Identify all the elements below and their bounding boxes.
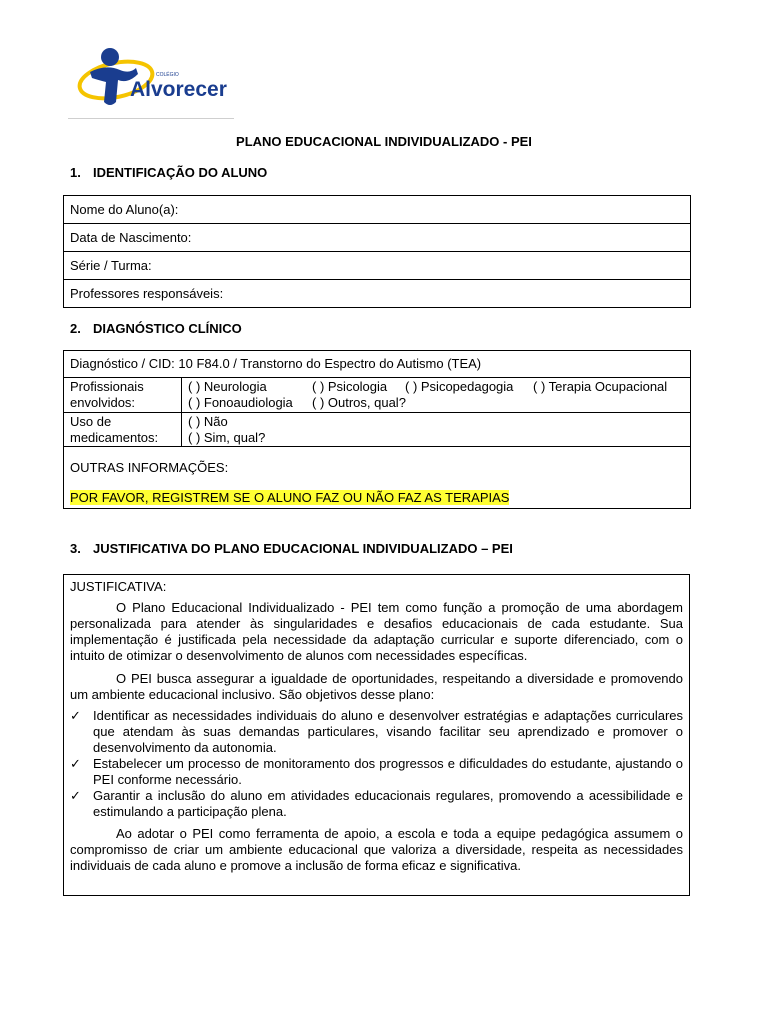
logo-small-text: COLÉGIO [156, 72, 179, 78]
professionals-label-line1: Profissionais [70, 379, 144, 394]
section-3-heading [70, 541, 513, 556]
medication-label-line1: Uso de [70, 413, 112, 429]
logo-emblem-icon [76, 44, 236, 118]
option-nao[interactable]: ( ) Não [188, 413, 228, 429]
justification-label: JUSTIFICATIVA: [70, 579, 167, 594]
option-fonoaudiologia[interactable]: ( ) Fonoaudiologia [188, 395, 293, 410]
justification-paragraph-1: O Plano Educacional Individualizado - PEI tem como função a promoção de uma abordagem personalizada para atender às singularidades e desafios educacionais de cada estudante. Sua implementação é justificada pela necessidade da adaptação curricular e suporte diferenciado, com o intuito de otimizar o desenvolvimento de alunos com necessidades específicas. [70, 600, 683, 663]
medication-label [64, 413, 182, 447]
section-3-number: 3. [70, 541, 81, 556]
clinical-diagnosis-table [63, 350, 691, 509]
objective-text-1: Identificar as necessidades individuais do aluno e desenvolver estratégias e adaptações curriculares que atendam às suas demandas particulares, visando facilitar seu aprendizado e promover o desenvolvimento da autonomia. [93, 708, 683, 755]
other-info-cell[interactable] [64, 447, 691, 509]
highlight-note: POR FAVOR, REGISTREM SE O ALUNO FAZ OU NÃO FAZ AS TERAPIAS [70, 490, 510, 505]
justification-box [63, 574, 690, 896]
section-1-heading [70, 165, 267, 180]
section-2-heading [70, 321, 242, 336]
school-logo [76, 44, 236, 118]
objective-text-2: Estabelecer um processo de monitoramento dos progressos e dificuldades do estudante, ajustando o PEI conforme necessário. [93, 756, 683, 787]
option-psicologia[interactable]: ( ) Psicologia [312, 379, 388, 394]
section-2-number: 2. [70, 321, 81, 336]
logo-name: Alvorecer [130, 78, 227, 101]
option-psicopedagogia[interactable]: ( ) Psicopedagogia [405, 379, 514, 394]
diagnosis-row: Diagnóstico / CID: 10 F84.0 / Transtorno do Espectro do Autismo (TEA) [64, 351, 691, 378]
option-outros[interactable]: ( ) Outros, qual? [312, 395, 406, 410]
objectives-list [70, 708, 683, 820]
section-1-number: 1. [70, 165, 81, 180]
option-sim[interactable]: ( ) Sim, qual? [188, 429, 266, 445]
medication-label-line2: medicamentos: [70, 429, 159, 445]
list-item [70, 788, 683, 820]
field-responsible-teachers[interactable]: Professores responsáveis: [64, 280, 691, 308]
justification-paragraph-3: Ao adotar o PEI como ferramenta de apoio, a escola e toda a equipe pedagógica assumem o compromisso de criar um ambiente educacional que valoriza a diversidade, respeita as necessidades individuais de cada aluno e promove a inclusão de forma eficaz e significativa. [70, 826, 683, 873]
checkmark-icon: ✓ [70, 708, 81, 723]
section-3-title: JUSTIFICATIVA DO PLANO EDUCACIONAL INDIVIDUALIZADO – PEI [93, 541, 513, 556]
option-neurologia[interactable]: ( ) Neurologia [188, 379, 267, 394]
professionals-label-line2: envolvidos: [70, 395, 136, 410]
option-terapia-ocupacional[interactable]: ( ) Terapia Ocupacional [533, 379, 668, 394]
field-birth-date[interactable]: Data de Nascimento: [64, 224, 691, 252]
other-info-label: OUTRAS INFORMAÇÕES: [70, 460, 229, 475]
field-grade-class[interactable]: Série / Turma: [64, 252, 691, 280]
justification-paragraph-2: O PEI busca assegurar a igualdade de oportunidades, respeitando a diversidade e promovendo um ambiente educacional inclusivo. São objetivos desse plano: [70, 671, 683, 702]
objective-text-3: Garantir a inclusão do aluno em atividades educacionais regulares, promovendo a acessibilidade e estimulando a participação plena. [93, 788, 683, 819]
list-item [70, 708, 683, 756]
professionals-label [64, 378, 182, 413]
checkmark-icon: ✓ [70, 756, 81, 771]
list-item [70, 756, 683, 788]
logo-divider [68, 118, 234, 119]
document-title: PLANO EDUCACIONAL INDIVIDUALIZADO - PEI [236, 134, 532, 149]
section-1-title: IDENTIFICAÇÃO DO ALUNO [93, 165, 268, 180]
medication-options [182, 413, 691, 447]
student-identification-table [63, 195, 691, 308]
professionals-options [182, 378, 691, 413]
field-student-name[interactable]: Nome do Aluno(a): [64, 196, 691, 224]
checkmark-icon: ✓ [70, 788, 81, 803]
section-2-title: DIAGNÓSTICO CLÍNICO [93, 321, 242, 336]
